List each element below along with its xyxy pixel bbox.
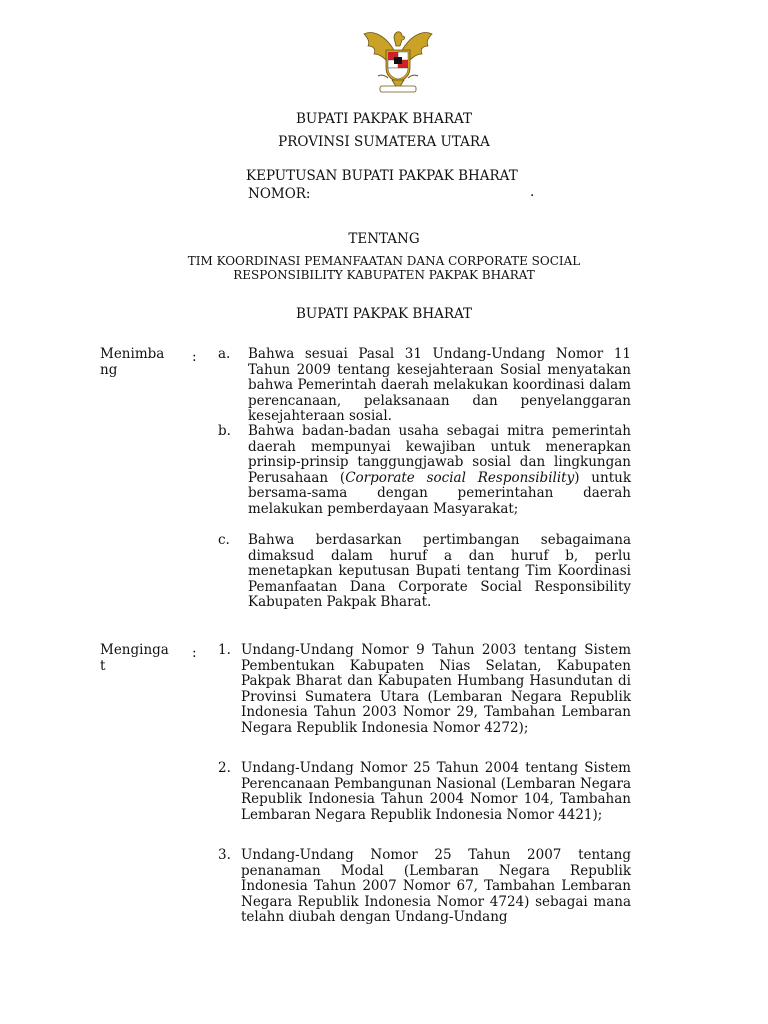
mengingat-label: Mengingat [100,642,169,674]
list-item-marker: a. [218,346,231,362]
list-item-marker: 2. [218,760,231,776]
list-item-marker: b. [218,423,231,439]
menimbang-label: Menimbang [100,346,165,378]
mengingat-colon: : [192,645,197,661]
decree-heading [246,167,518,203]
subject-line-2: RESPONSIBILITY KABUPATEN PAKPAK BHARAT [233,268,535,282]
mengingat-item-3: Undang-Undang Nomor 25 Tahun 2007 tentang penanaman Modal (Lembaran Negara Republik Indonesia Tahun 2007 Nomor 67, Tambahan Lembaran Negara Republik Indonesia Nomor 4724) sebagai mana telahn diubah dengan Undang-Undang [241,847,631,926]
list-item-marker: c. [218,532,230,548]
item-b-text-end: ) untuk bersama-sama dengan pemerintahan daerah melakukan pemberdayaan Masyarakat; [248,469,631,517]
menimbang-colon: : [192,349,197,365]
tentang-heading: TENTANG [348,231,420,247]
menimbang-item-c: Bahwa berdasarkan pertimbangan sebagaimana dimaksud dalam huruf a dan huruf b, perlu menetapkan keputusan Bupati tentang Tim Koordinasi Pemanfaatan Dana Corporate Social Responsibility Kabupaten Pakpak Bharat. [248,532,631,611]
decree-number-label: NOMOR: [248,186,311,202]
item-b-italic-term: Corporate social Responsibility [345,469,575,486]
list-item-marker: 1. [218,642,231,658]
regent-heading: BUPATI PAKPAK BHARAT [295,306,473,322]
garuda-emblem-icon [358,24,438,96]
mengingat-item-2: Undang-Undang Nomor 25 Tahun 2004 tentang Sistem Perencanaan Pembangunan Nasional (Lembaran Negara Republik Indonesia Tahun 2004 Nomor 104, Tambahan Lembaran Negara Republik Indonesia Nomor 4421); [241,760,631,823]
menimbang-item-b [248,424,631,518]
decree-number-blank: . [530,184,535,200]
menimbang-item-a: Bahwa sesuai Pasal 31 Undang-Undang Nomor 11 Tahun 2009 tentang kesejahteraan Sosial menyatakan bahwa Pemerintah daerah melakukan koordinasi dalam perencanaan, pelaksanaan dan penyelanggaran kesejahteraan sosial. [248,346,631,425]
province-title: PROVINSI SUMATERA UTARA [278,134,490,150]
mengingat-item-1: Undang-Undang Nomor 9 Tahun 2003 tentang Sistem Pembentukan Kabupaten Nias Selatan, Kabupaten Pakpak Bharat dan Kabupaten Humbang Hasundutan di Provinsi Sumatera Utara (Lembaran Negara Republik Indonesia Tahun 2003 Nomor 29, Tambahan Lembaran Negara Republik Indonesia Nomor 4272); [241,642,631,736]
subject-line-1: TIM KOORDINASI PEMANFAATAN DANA CORPORATE SOCIAL [187,254,581,268]
item-b-text: Bahwa badan-badan usaha sebagai mitra pemerintah daerah mempunyai kewajiban untuk menerapkan prinsip-prinsip tanggungjawab sosial dan lingkungan Perusahaan ( [248,423,631,486]
decree-title: KEPUTUSAN BUPATI PAKPAK BHARAT [246,168,518,184]
regent-title: BUPATI PAKPAK BHARAT [295,111,473,127]
list-item-marker: 3. [218,847,231,863]
